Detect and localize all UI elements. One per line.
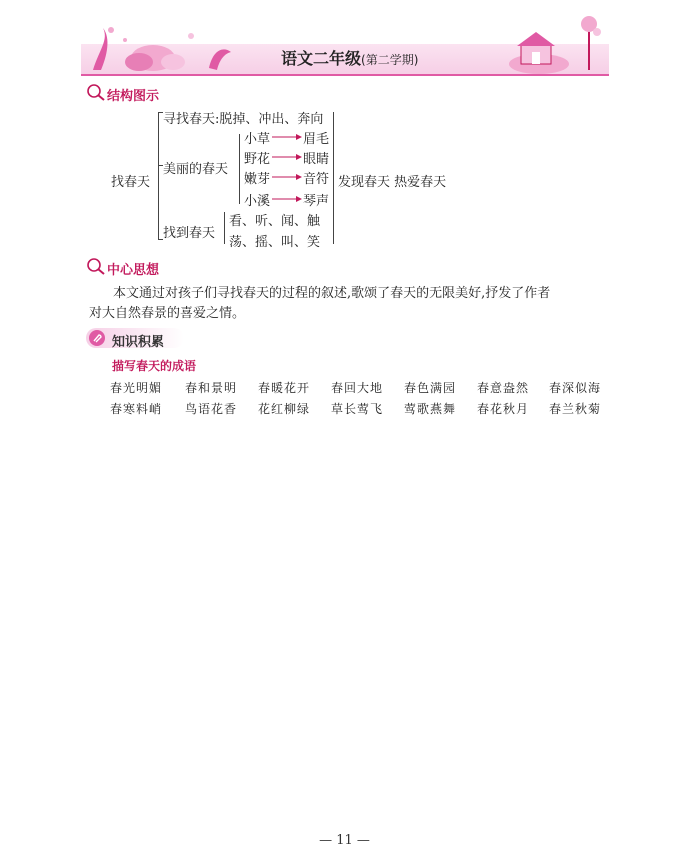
idiom: 花红柳绿 [258, 402, 311, 416]
magnifier-icon [86, 257, 108, 277]
pair-right: 眼睛 [303, 152, 330, 167]
idiom: 春花秋月 [477, 402, 530, 416]
pair-right: 琴声 [303, 194, 330, 209]
page-header [81, 10, 609, 76]
pair-left: 野花 [244, 152, 271, 167]
semester-label: (第二学期) [361, 53, 419, 67]
section-heading-structure: 结构图示 [107, 89, 160, 104]
section-heading-main-idea: 中心思想 [107, 263, 160, 278]
diagram-result: 发现春天 热爱春天 [338, 175, 447, 190]
page-header-title [281, 46, 501, 69]
idiom: 草长莺飞 [331, 402, 384, 416]
idiom: 鸟语花香 [185, 402, 238, 416]
idiom: 春色满园 [404, 381, 457, 395]
idiom: 春深似海 [549, 381, 602, 395]
idiom: 春意盎然 [477, 381, 530, 395]
branch-beautiful-spring: 美丽的春天 [163, 162, 229, 177]
book-title: 语文二年级 [281, 49, 362, 68]
pair-right: 音符 [303, 172, 330, 187]
pair-left: 嫩芽 [244, 172, 271, 187]
found-items-2: 荡、摇、叫、笑 [229, 235, 321, 250]
pair-right: 眉毛 [303, 132, 330, 147]
idiom: 春寒料峭 [110, 402, 163, 416]
branch-found-spring: 找到春天 [163, 226, 216, 241]
main-idea-line-2: 对大自然春景的喜爱之情。 [89, 306, 246, 321]
branch-search-spring: 寻找春天:脱掉、冲出、奔向 [163, 112, 324, 127]
idiom: 春暖花开 [258, 381, 311, 395]
idioms-subheading: 描写春天的成语 [112, 359, 197, 373]
idiom: 春回大地 [331, 381, 384, 395]
idiom: 春光明媚 [110, 381, 163, 395]
section-heading-knowledge: 知识积累 [112, 335, 165, 350]
diagram-brace-inner [239, 134, 240, 204]
magnifier-icon [86, 83, 108, 103]
house-decoration-right [499, 10, 609, 74]
diagram-root: 找春天 [111, 175, 151, 190]
found-items-1: 看、听、闻、触 [229, 214, 321, 229]
pair-arrows [272, 131, 302, 211]
idiom: 春和景明 [185, 381, 238, 395]
diagram-brace-right [333, 112, 334, 244]
main-idea-line-1: 本文通过对孩子们寻找春天的过程的叙述,歌颂了春天的无限美好,抒发了作者 [113, 286, 551, 301]
page-number: — 11 — [319, 833, 370, 848]
paperclip-icon [88, 329, 106, 347]
header-rule [81, 74, 609, 76]
flower-decoration-left [81, 10, 241, 74]
idiom: 莺歌燕舞 [404, 402, 457, 416]
pair-left: 小溪 [244, 194, 271, 209]
diagram-brace-main [158, 112, 159, 240]
pair-left: 小草 [244, 132, 271, 147]
diagram-brace-inner [224, 212, 225, 244]
idiom: 春兰秋菊 [549, 402, 602, 416]
